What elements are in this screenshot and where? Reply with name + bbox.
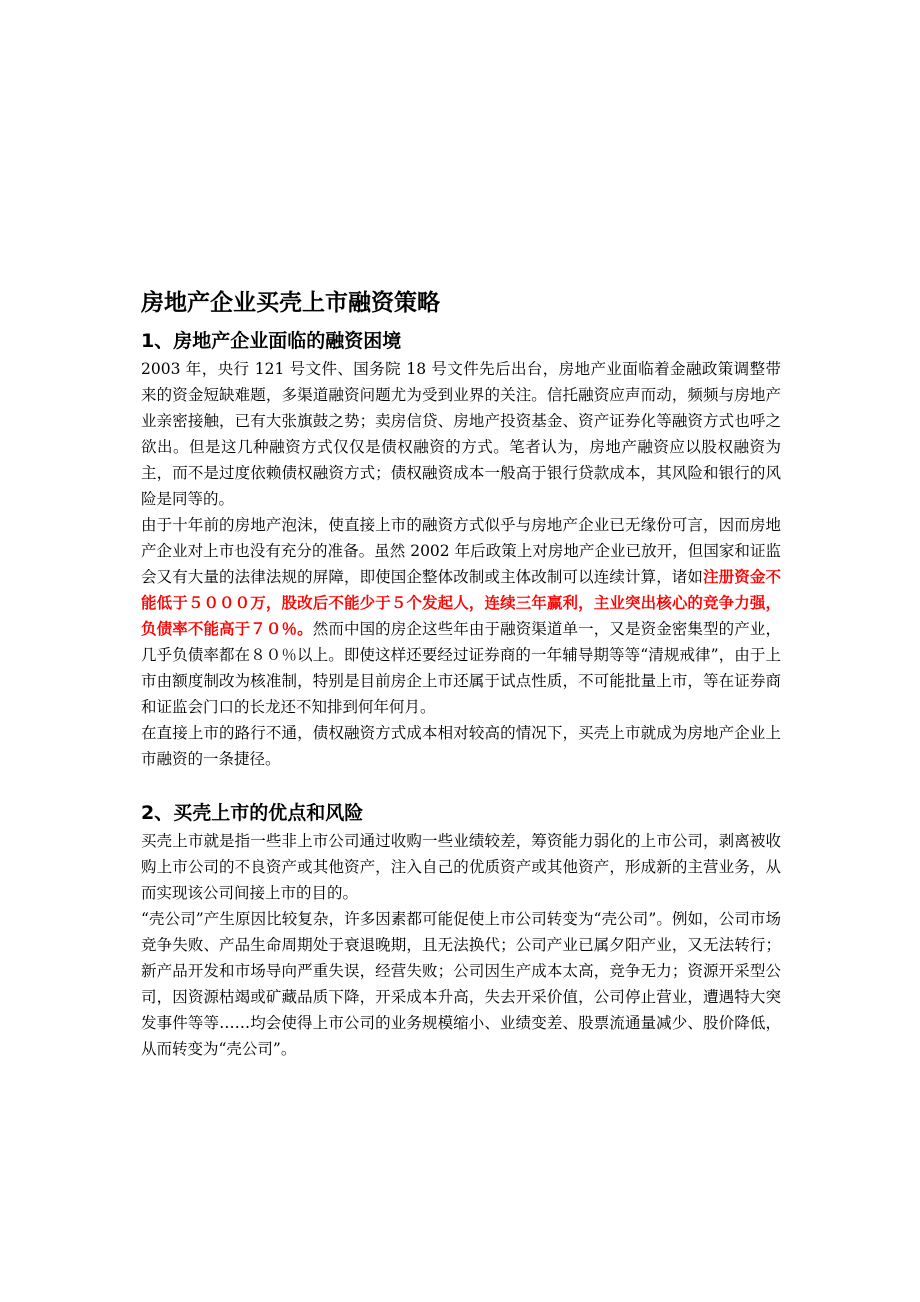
paragraph-1-3: 在直接上市的路行不通，债权融资方式成本相对较高的情况下，买壳上市就成为房地产企业上市融资的一条捷径。 (141, 724, 781, 768)
paragraph-2-1: 买壳上市就是指一些非上市公司通过收购一些业绩较差，筹资能力弱化的上市公司，剥离被收购上市公司的不良资产或其他资产，注入自己的优质资产或其他资产，形成新的主营业务，从而实现该公司间接上市的目的。 (141, 832, 781, 902)
listing-requirements-highlight: 注册资金不能低于５０００万，股改后不能少于５个发起人，连续三年赢利，主业突出核心的竞争力强，负债率不能高于７０％。 (141, 568, 781, 638)
paragraph-1-2 (141, 512, 781, 720)
section-spacer (141, 772, 781, 798)
document-page (141, 286, 781, 1062)
section-heading-2: 2、买壳上市的优点和风险 (141, 802, 364, 824)
document-title: 房地产企业买壳上市融资策略 (141, 290, 440, 316)
paragraph-1-1: 2003 年，央行 121 号文件、国务院 18 号文件先后出台，房地产业面临着金融政策调整带来的资金短缺难题，多渠道融资问题尤为受到业界的关注。信托融资应声而动，频频与房地产业亲密接触，已有大张旗鼓之势；卖房信贷、房地产投资基金、资产证券化等融资方式也呼之欲出。但是这几种融资方式仅仅是债权融资的方式。笔者认为，房地产融资应以股权融资为主，而不是过度依赖债权融资方式；债权融资成本一般高于银行贷款成本，其风险和银行的风险是同等的。 (141, 360, 781, 508)
paragraph-1-2-text-after: 然而中国的房企这些年由于融资渠道单一，又是资金密集型的产业，几乎负债率都在８０％以上。即使这样还要经过证券商的一年辅导期等等“清规戒律”，由于上市由额度制改为核准制，特别是目前房企上市还属于试点性质，不可能批量上市，等在证券商和证监会门口的长龙还不知排到何年何月。 (141, 620, 781, 716)
paragraph-1-2-text-before: 由于十年前的房地产泡沫，使直接上市的融资方式似乎与房地产企业已无缘份可言，因而房地产企业对上市也没有充分的准备。虽然 2002 年后政策上对房地产企业已放开，但国家和证监会又有大量的法律法规的屏障，即使国企整体改制或主体改制可以连续计算，诸如 (141, 516, 781, 586)
paragraph-2-2: “壳公司”产生原因比较复杂，许多因素都可能促使上市公司转变为“壳公司”。例如，公司市场竞争失败、产品生命周期处于衰退晚期，且无法换代；公司产业已属夕阳产业，又无法转行；新产品开发和市场导向严重失误，经营失败；公司因生产成本太高，竞争无力；资源开采型公司，因资源枯竭或矿藏品质下降，开采成本升高，失去开采价值，公司停止营业，遭遇特大突发事件等等……均会使得上市公司的业务规模缩小、业绩变差、股票流通量减少、股价降低，从而转变为“壳公司”。 (141, 910, 781, 1058)
section-heading-1: 1、房地产企业面临的融资困境 (141, 330, 402, 352)
